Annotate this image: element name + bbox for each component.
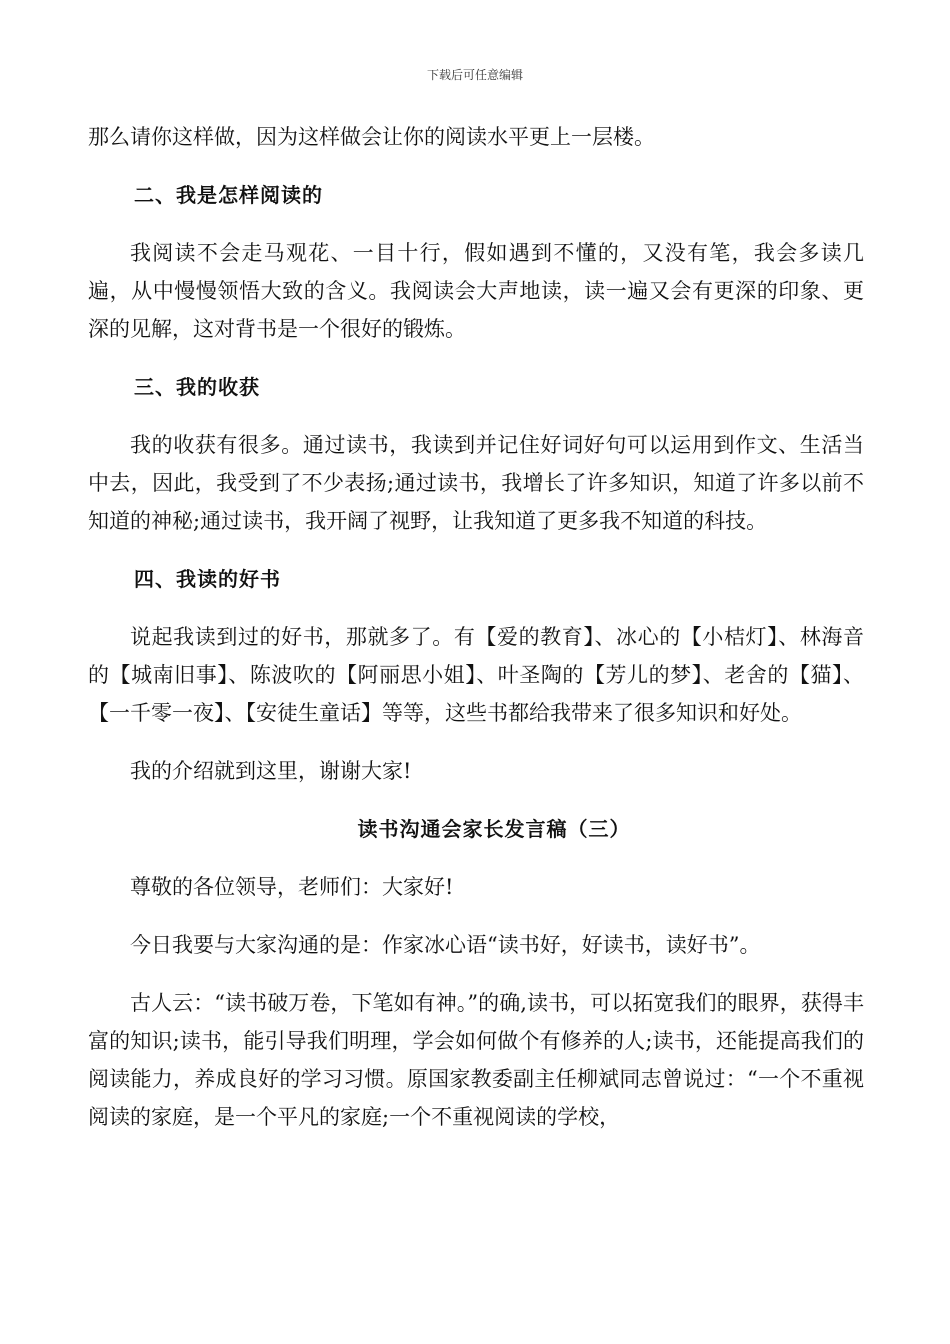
paragraph-how-i-read: 我阅读不会走马观花、一目十行，假如遇到不懂的，又没有笔，我会多读几遍，从中慢慢领悟大致的含义。我阅读会大声地读，读一遍又会有更深的印象、更深的见解，这对背书是一个很好的锻炼。 [88,241,864,341]
section-heading-my-gains: 三、我的收获 [134,375,260,399]
paragraph-my-gains: 我的收获有很多。通过读书，我读到并记住好词好句可以运用到作文、生活当中去，因此，我受到了不少表扬;通过读书，我增长了许多知识，知道了许多以前不知道的神秘;通过读书，我开阔了视野，让我知道了更多我不知道的科技。 [88,433,864,533]
paragraph-good-books: 说起我读到过的好书，那就多了。有【爱的教育】、冰心的【小桔灯】、林海音的【城南旧事】、陈波吹的【阿丽思小姐】、叶圣陶的【芳儿的梦】、老舍的【猫】、【一千零一夜】、【安徒生童话】等等，这些书都给我带来了很多知识和好处。 [88,625,864,725]
document-body [88,118,864,1136]
section-heading-good-books: 四、我读的好书 [134,567,281,591]
paragraph-closing: 我的介绍就到这里，谢谢大家! [130,759,412,783]
paragraph-greeting: 尊敬的各位领导，老师们：大家好! [130,875,454,899]
page-header: 下载后可任意编辑 [426,68,523,82]
paragraph-topic: 今日我要与大家沟通的是：作家冰心语“读书好，好读书，读好书”。 [130,933,761,957]
document-title-part-three: 读书沟通会家长发言稿（三） [357,817,631,841]
paragraph-continuation: 那么请你这样做，因为这样做会让你的阅读水平更上一层楼。 [88,125,655,149]
section-heading-how-i-read: 二、我是怎样阅读的 [134,183,323,207]
paragraph-ancients: 古人云：“读书破万卷，下笔如有神。”的确,读书，可以拓宽我们的眼界，获得丰富的知识;读书，能引导我们明理，学会如何做个有修养的人;读书，还能提高我们的阅读能力，养成良好的学习习惯。原国家教委副主任柳斌同志曾说过：“一个不重视阅读的家庭，是一个平凡的家庭;一个不重视阅读的学校， [88,991,864,1129]
